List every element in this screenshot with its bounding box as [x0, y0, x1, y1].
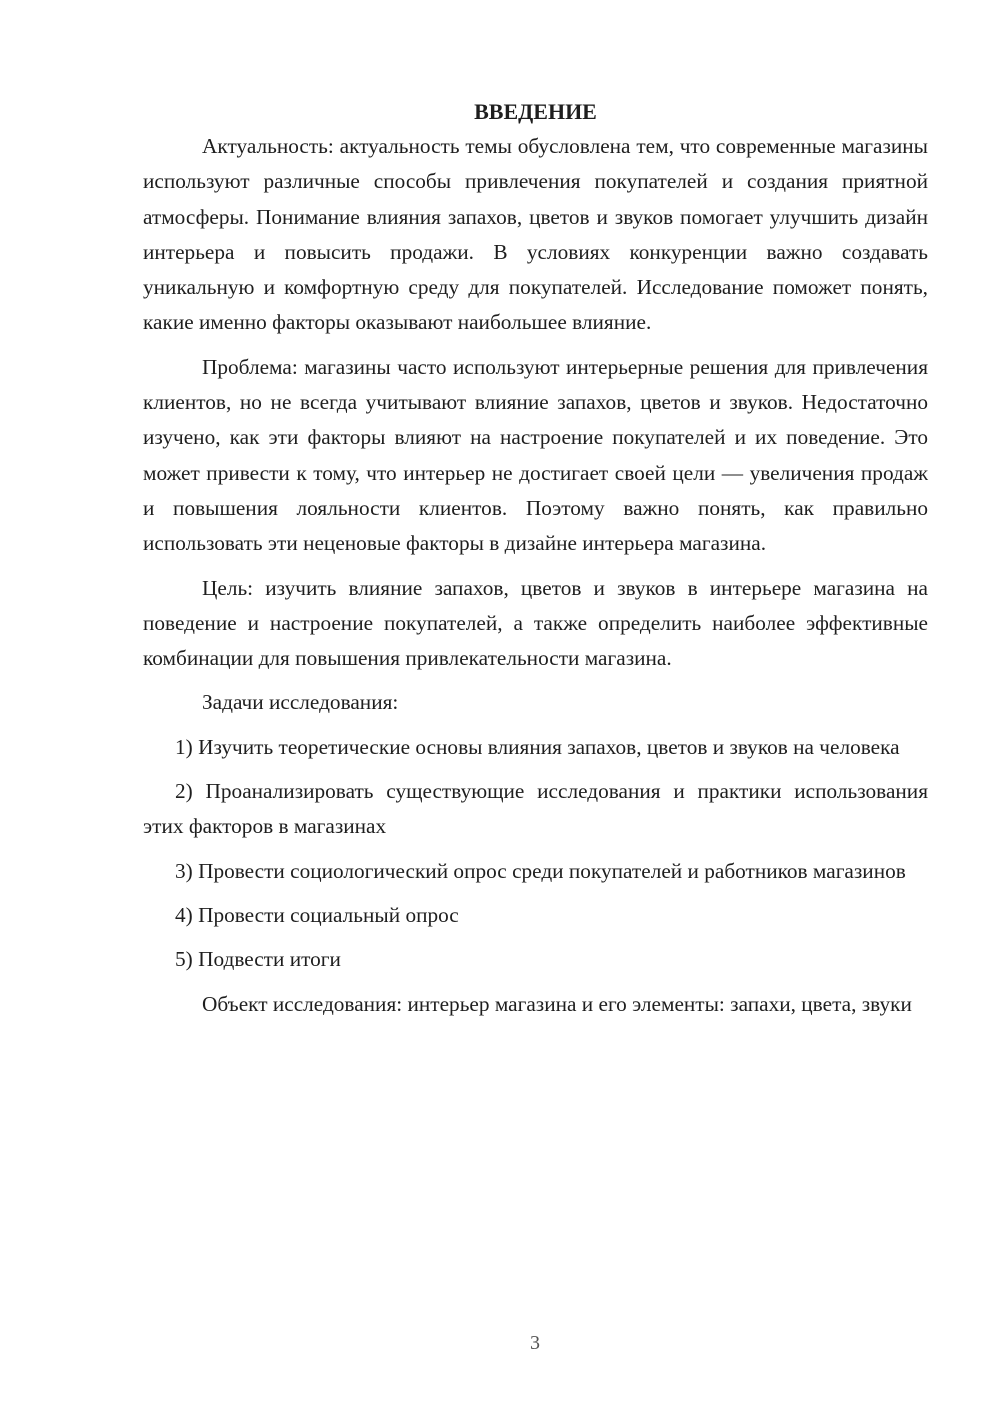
task-item-4: 4) Провести социальный опрос — [175, 902, 459, 927]
tasks-heading: Задачи исследования: — [202, 690, 399, 715]
paragraph-goal: Цель: изучить влияние запахов, цветов и звуков в интерьере магазина на поведение и настроение покупателей, а также определить наиболее эффективные комбинации для повышения привлекательности магазина. — [143, 575, 928, 671]
task-item-2: 2) Проанализировать существующие исследования и практики использования этих факторов в магазинах — [143, 779, 928, 839]
task-item-1: 1) Изучить теоретические основы влияния запахов, цветов и звуков на человека — [175, 734, 900, 759]
paragraph-relevance: Актуальность: актуальность темы обусловлена тем, что современные магазины используют различные способы привлечения покупателей и создания приятной атмосферы. Понимание влияния запахов, цветов и звуков помогает улучшить дизайн интерьера и повысить продажи. В условиях конкуренции важно создавать уникальную и комфортную среду для покупателей. Исследование поможет понять, какие именно факторы оказывают наибольшее влияние. — [143, 134, 928, 335]
page-title: ВВЕДЕНИЕ — [474, 99, 597, 124]
task-item-5: 5) Подвести итоги — [175, 947, 341, 972]
paragraph-problem: Проблема: магазины часто используют интерьерные решения для привлечения клиентов, но не всегда учитывают влияние запахов, цветов и звуков. Недостаточно изучено, как эти факторы влияют на настроение покупателей и их поведение. Это может привести к тому, что интерьер не достигает своей цели — увеличения продаж и повышения лояльности клиентов. Поэтому важно понять, как правильно использовать эти неценовые факторы в дизайне интерьера магазина. — [143, 354, 928, 556]
page-number: 3 — [530, 1332, 540, 1354]
document-page — [143, 94, 928, 1031]
task-item-3: 3) Провести социологический опрос среди покупателей и работников магазинов — [175, 858, 906, 883]
paragraph-object: Объект исследования: интерьер магазина и его элементы: запахи, цвета, звуки — [202, 991, 912, 1016]
